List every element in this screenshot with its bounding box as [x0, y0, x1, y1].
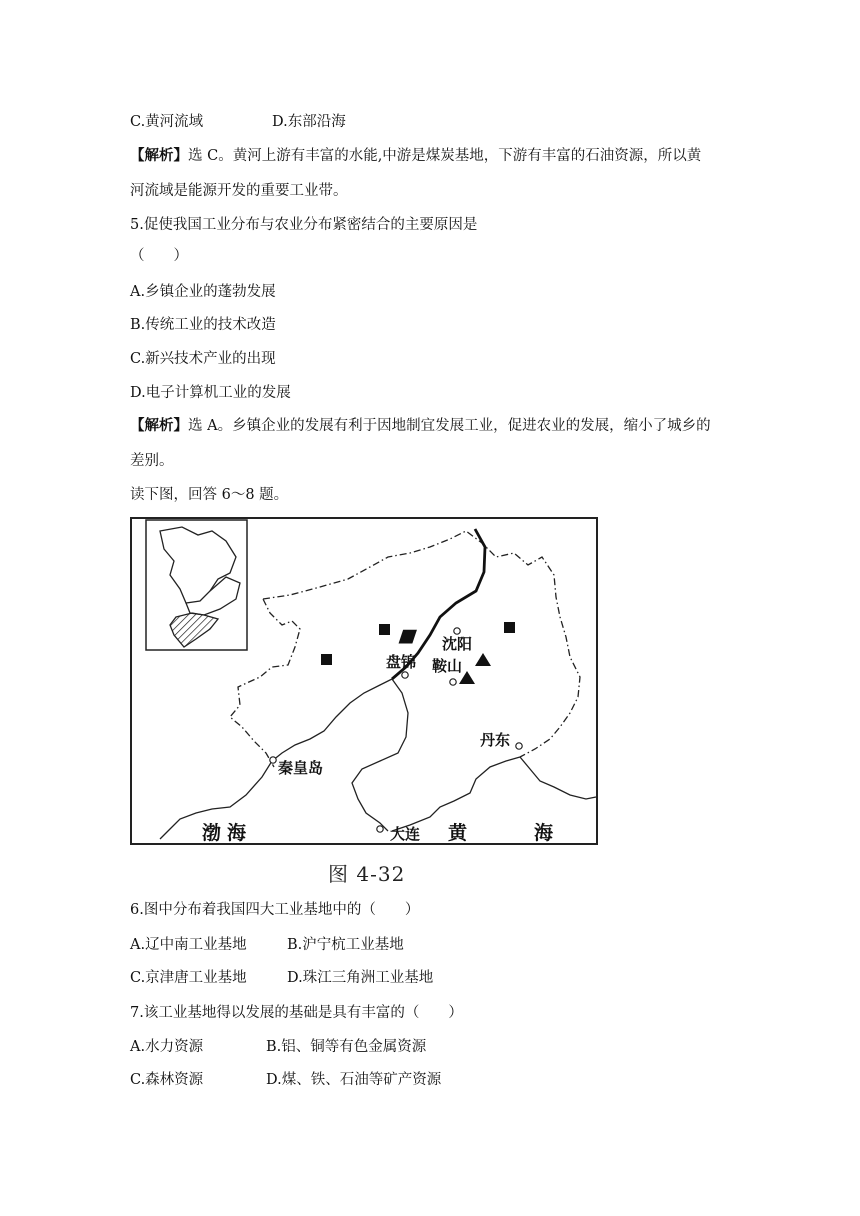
analysis-5-line1: [130, 416, 711, 436]
coal-mine-icon: [504, 622, 515, 633]
analysis-5-text1: 选 A。乡镇企业的发展有利于因地制宜发展工业，促进农业的发展，缩小了城乡的: [188, 418, 711, 434]
coal-mine-icon: [321, 654, 332, 665]
analysis-4-line1: [130, 146, 701, 166]
map-figure: [130, 517, 600, 852]
question-5-option-c: C.新兴技术产业的出现: [130, 351, 276, 367]
label-anshan: 鞍山: [432, 657, 463, 675]
question-7-option-c: C.森林资源: [130, 1072, 204, 1088]
label-panjin: 盘锦: [386, 653, 417, 671]
qinhuangdao-city-marker: [270, 757, 276, 763]
dalian-city-marker: [377, 826, 383, 832]
analysis-4-text1: 选 C。黄河上游有丰富的水能,中游是煤炭基地，下游有丰富的石油资源，所以黄: [188, 148, 702, 164]
figure-caption: 图 4-32: [328, 862, 406, 886]
coal-mine-icon: [379, 624, 390, 635]
question-6-stem: 6.图中分布着我国四大工业基地中的（ ）: [130, 902, 420, 918]
label-hai: 海: [534, 822, 554, 844]
dandong-city-marker: [516, 743, 522, 749]
analysis-tag: 【解析】: [130, 147, 188, 164]
question-5-option-b: B.传统工业的技术改造: [130, 317, 276, 333]
question-5-option-d: D.电子计算机工业的发展: [130, 385, 291, 401]
panjin-city-marker: [402, 672, 408, 678]
option-d-top: D.东部沿海: [272, 114, 346, 130]
question-5-stem: 5.促使我国工业分布与农业分布紧密结合的主要原因是: [130, 217, 478, 233]
question-7-option-b: B.铝、铜等有色金属资源: [266, 1039, 427, 1055]
label-shenyang: 沈阳: [442, 635, 473, 653]
option-c-top: C.黄河流域: [130, 114, 204, 130]
map-svg: [130, 517, 600, 852]
question-7-option-a: A.水力资源: [130, 1039, 204, 1055]
question-7-option-d: D.煤、铁、石油等矿产资源: [266, 1072, 442, 1088]
question-6-option-a: A.辽中南工业基地: [130, 937, 247, 953]
shenyang-city-marker: [454, 628, 460, 634]
question-6-option-d: D.珠江三角洲工业基地: [287, 970, 434, 986]
label-dandong: 丹东: [480, 731, 511, 749]
analysis-4-line2: 河流域是能源开发的重要工业带。: [130, 183, 348, 199]
question-6-option-b: B.沪宁杭工业基地: [287, 937, 404, 953]
read-prompt: 读下图，回答 6～8 题。: [130, 487, 289, 503]
label-huang: 黄: [448, 822, 468, 844]
label-bohai: 渤海: [202, 822, 253, 844]
analysis-tag: 【解析】: [130, 417, 188, 434]
question-5-option-a: A.乡镇企业的蓬勃发展: [130, 284, 276, 300]
anshan-city-marker: [450, 679, 456, 685]
question-5-paren: （ ）: [130, 248, 188, 264]
question-6-option-c: C.京津唐工业基地: [130, 970, 247, 986]
analysis-5-line2: 差别。: [130, 453, 174, 469]
label-qinhuangdao: 秦皇岛: [278, 759, 324, 777]
label-dalian: 大连: [390, 825, 421, 843]
question-7-stem: 7.该工业基地得以发展的基础是具有丰富的（ ）: [130, 1005, 463, 1021]
